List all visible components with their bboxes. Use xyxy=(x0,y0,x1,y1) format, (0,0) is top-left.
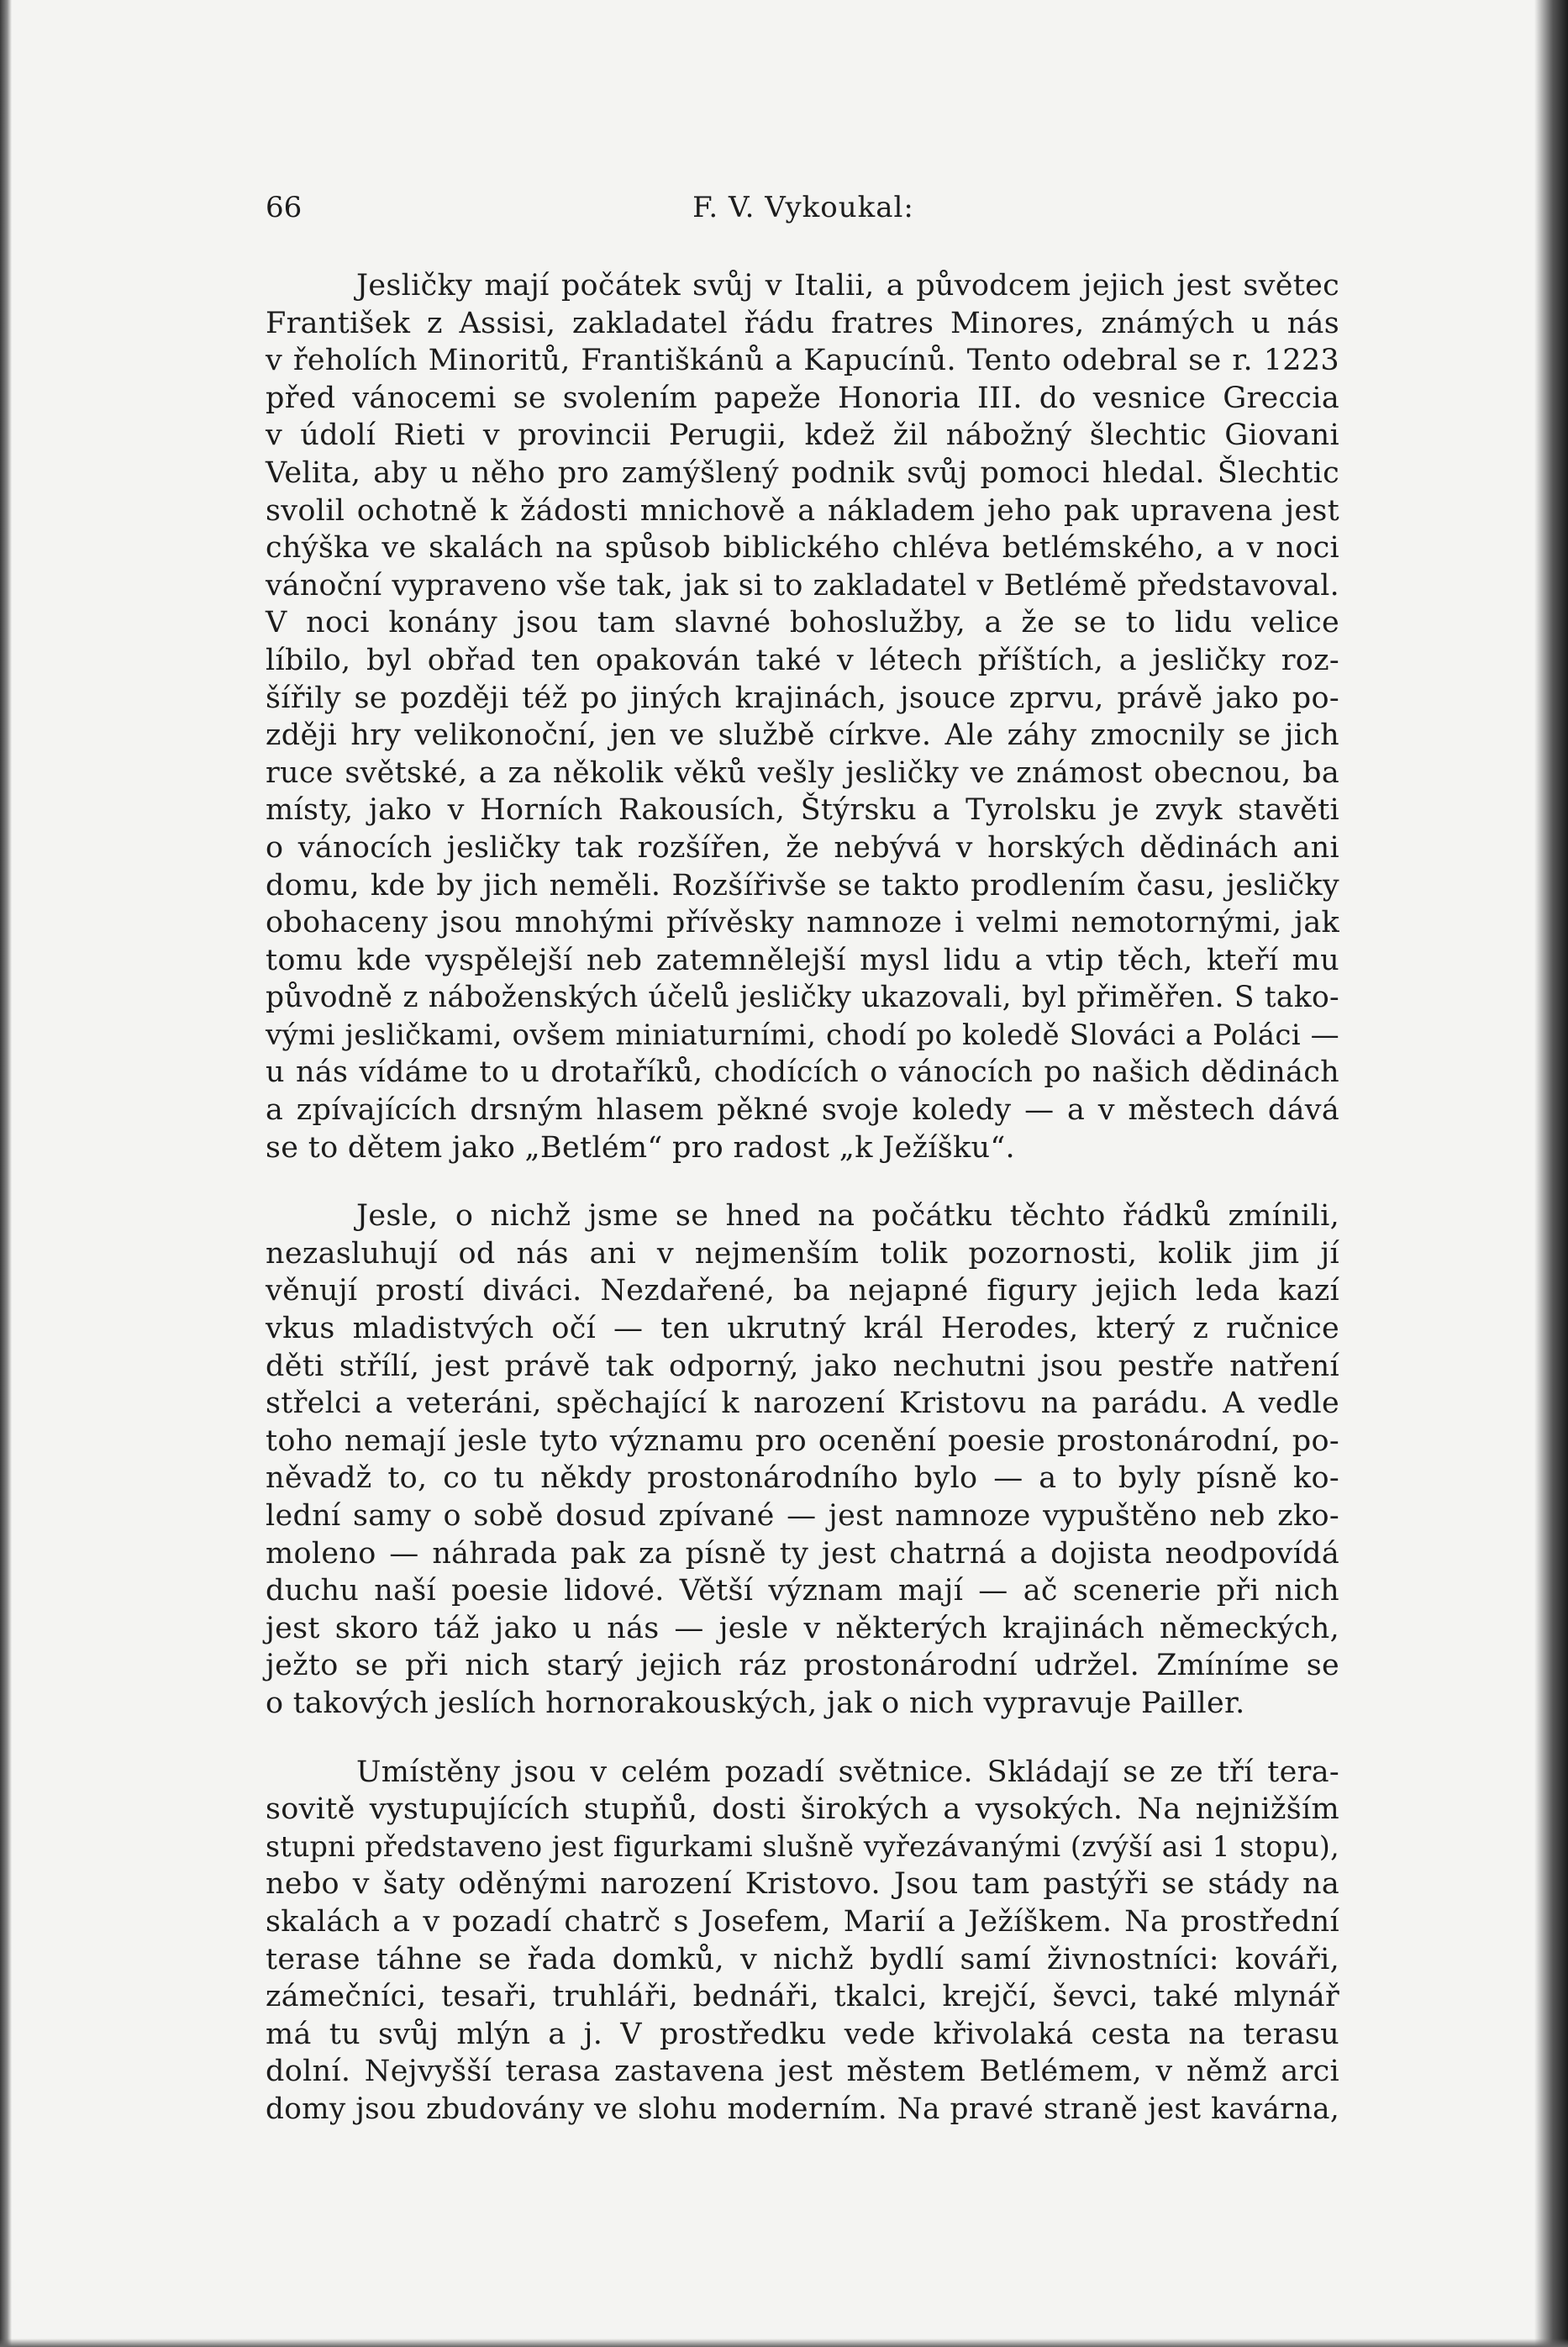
text-line: Jesličky mají počátek svůj v Italii, a původcem jejich jest světec xyxy=(356,269,1339,303)
text-line: u nás vídáme to u drotaříků, chodících o vánocích po našich dědinách xyxy=(266,1055,1339,1090)
text-line: obohaceny jsou mnohými přívěsky namnoze i velmi nemotornými, jak xyxy=(266,906,1339,940)
text-line: sovitě vystupujících stupňů, dosti širokých a vysokých. Na nejnižším xyxy=(266,1792,1339,1827)
text-line: ježto se při nich starý jejich ráz prostonárodní udržel. Zmíníme se xyxy=(266,1649,1339,1683)
text-line: něvadž to, co tu někdy prostonárodního bylo — a to byly písně ko- xyxy=(266,1461,1339,1496)
text-line: František z Assisi, zakladatel řádu fratres Minores, známých u nás xyxy=(266,306,1339,340)
paragraph-2 xyxy=(266,1197,1339,1722)
text-line: Velita, aby u něho pro zamýšlený podnik svůj pomoci hledal. Šlechtic xyxy=(266,455,1339,490)
text-line: stupni představeno jest figurkami slušně vyřezávanými (zvýší asi 1 stopu), xyxy=(266,1829,1339,1863)
text-line: nebo v šaty oděnými narození Kristovo. Jsou tam pastýři se stády na xyxy=(266,1867,1339,1902)
text-line: tomu kde vyspělejší neb zatemnělejší mysl lidu a vtip těch, kteří mu xyxy=(266,943,1339,977)
text-line: nezasluhují od nás ani v nejmenším tolik pozornosti, kolik jim jí xyxy=(266,1236,1339,1271)
running-head: F. V. Vykoukal: xyxy=(692,191,914,224)
text-line: o vánocích jesličky tak rozšířen, že nebývá v horských dědinách ani xyxy=(266,830,1339,865)
text-line: místy, jako v Horních Rakousích, Štýrsku a Tyrolsku je zvyk stavěti xyxy=(266,793,1339,828)
text-line: domy jsou zbudovány ve slohu moderním. Na pravé straně jest kavárna, xyxy=(266,2092,1339,2126)
text-line: líbilo, byl obřad ten opakován také v létech příštích, a jesličky roz- xyxy=(266,643,1339,677)
text-line: Jesle, o nichž jsme se hned na počátku těchto řádků zmínili, xyxy=(356,1199,1339,1234)
text-line: v údolí Rieti v provincii Perugii, kdež žil nábožný šlechtic Giovani xyxy=(266,418,1339,453)
text-line: a zpívajících drsným hlasem pěkné svoje koledy — a v městech dává xyxy=(266,1093,1339,1128)
page-bottom-edge-shadow xyxy=(0,2339,1568,2347)
text-line: Umístěny jsou v celém pozadí světnice. Skládají se ze tří tera- xyxy=(356,1755,1339,1789)
text-line: chýška ve skalách na spůsob biblického chléva betlémského, a v noci xyxy=(266,531,1339,566)
text-line: ruce světské, a za několik věků vešly jesličky ve známost obecnou, ba xyxy=(266,755,1339,790)
text-line: svolil ochotně k žádosti mnichově a nákladem jeho pak upravena jest xyxy=(266,493,1339,528)
text-line: původně z náboženských účelů jesličky ukazovali, byl přiměřen. S tako- xyxy=(266,981,1339,1015)
body-text xyxy=(266,267,1339,2160)
text-line: moleno — náhrada pak za písně ty jest chatrná a dojista neodpovídá xyxy=(266,1536,1339,1571)
text-line: duchu naší poesie lidové. Větší význam mají — ač scenerie při nich xyxy=(266,1574,1339,1608)
text-line: děti střílí, jest právě tak odporný, jako nechutni jsou pestře natření xyxy=(266,1349,1339,1383)
text-line: vkus mladistvých očí — ten ukrutný král Herodes, který z ručnice xyxy=(266,1312,1339,1346)
text-line: dolní. Nejvyšší terasa zastavena jest městem Betlémem, v němž arci xyxy=(266,2055,1339,2089)
paragraph-3 xyxy=(266,1754,1339,2129)
text-line: lední samy o sobě dosud zpívané — jest namnoze vypuštěno neb zko- xyxy=(266,1499,1339,1533)
page-header xyxy=(266,187,1341,229)
text-line: má tu svůj mlýn a j. V prostředku vede křivolaká cesta na terasu xyxy=(266,2017,1339,2051)
page-number: 66 xyxy=(266,191,303,224)
paragraph-1 xyxy=(266,267,1339,1166)
page-left-edge-shadow xyxy=(0,0,12,2347)
text-line: V noci konány jsou tam slavné bohoslužby, a že se to lidu velice xyxy=(266,606,1339,640)
text-line: vými jesličkami, ovšem miniaturními, chodí po koledě Slováci a Poláci — xyxy=(266,1018,1339,1052)
text-line: vánoční vypraveno vše tak, jak si to zakladatel v Betlémě představoval. xyxy=(266,568,1339,603)
text-line: střelci a veteráni, spěchající k narození Kristovu na parádu. A vedle xyxy=(266,1387,1339,1421)
page-right-edge-shadow xyxy=(1534,0,1568,2347)
text-line: před vánocemi se svolením papeže Honoria III. do vesnice Greccia xyxy=(266,381,1339,415)
text-line: toho nemají jesle tyto významu pro ocenění poesie prostonárodní, po- xyxy=(266,1423,1339,1458)
text-line: věnují prostí diváci. Nezdařené, ba nejapné figury jejich leda kazí xyxy=(266,1274,1339,1308)
text-line: zději hry velikonoční, jen ve službě církve. Ale záhy zmocnily se jich xyxy=(266,718,1339,753)
text-line: o takových jeslích hornorakouských, jak o nich vypravuje Pailler. xyxy=(266,1686,1245,1720)
text-line: jest skoro táž jako u nás — jesle v některých krajinách německých, xyxy=(266,1611,1339,1645)
text-line: šířily se později též po jiných krajinách, jsouce zprvu, právě jako po- xyxy=(266,681,1339,715)
text-line: domu, kde by jich neměli. Rozšířivše se takto prodlením času, jesličky xyxy=(266,868,1339,902)
text-line: skalách a v pozadí chatrč s Josefem, Marií a Ježíškem. Na prostřední xyxy=(266,1904,1339,1939)
text-line: v řeholích Minoritů, Františkánů a Kapucínů. Tento odebral se r. 1223 xyxy=(266,344,1339,378)
text-line: zámečníci, tesaři, truhláři, bednáři, tkalci, krejčí, ševci, také mlynář xyxy=(266,1980,1339,2014)
text-line: se to dětem jako „Betlém“ pro radost „k Ježíšku“. xyxy=(266,1130,1015,1165)
text-line: terase táhne se řada domků, v nichž bydlí samí živnostníci: kováři, xyxy=(266,1942,1339,1976)
